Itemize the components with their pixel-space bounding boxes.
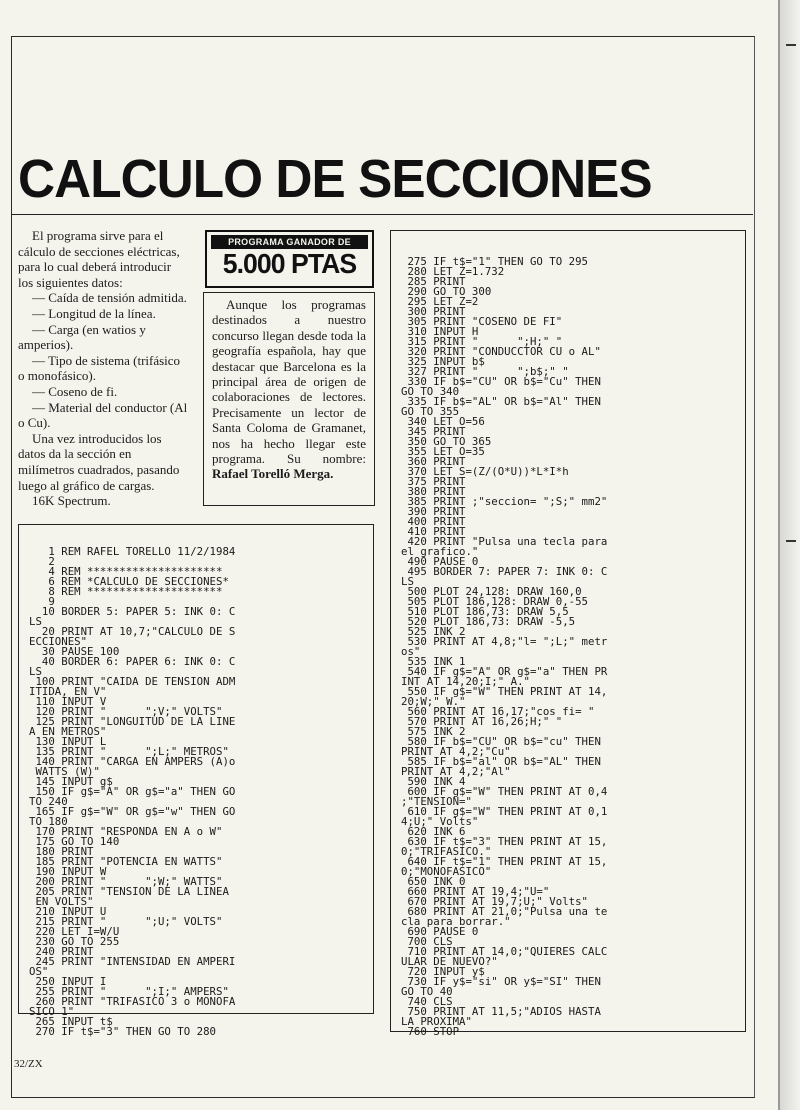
winner-box xyxy=(203,292,375,506)
code-line: 250 INPUT I xyxy=(29,976,107,988)
code-line: 2 xyxy=(29,556,55,568)
code-line: GO TO 340 xyxy=(401,386,460,398)
code-line: 320 PRINT "CONDUCCTOR CU o AL" xyxy=(401,346,601,358)
code-line: GO TO 355 xyxy=(401,406,460,418)
intro-item-carga: — Carga (en watios y amperios). xyxy=(18,321,146,353)
code-line: 6 REM *CALCULO DE SECCIONES* xyxy=(29,576,229,588)
code-line: 215 PRINT " ";U;" VOLTS" xyxy=(29,916,223,928)
code-line: 400 PRINT xyxy=(401,516,466,528)
code-line: ;"TENSION=" xyxy=(401,796,472,808)
code-line: 700 CLS xyxy=(401,936,453,948)
code-line: 590 INK 4 xyxy=(401,776,466,788)
code-line: 9 xyxy=(29,596,55,608)
intro-item-longitud: — Longitud de la línea. xyxy=(32,305,156,321)
code-line: 170 PRINT "RESPONDA EN A o W" xyxy=(29,826,223,838)
code-line: WATTS (W)" xyxy=(29,766,100,778)
code-line: 315 PRINT " ";H;" " xyxy=(401,336,563,348)
code-line: 660 PRINT AT 19,4;"U=" xyxy=(401,886,550,898)
code-line: 580 IF b$="CU" OR b$="cu" THEN xyxy=(401,736,601,748)
code-line: ULAR DE NUEVO?" xyxy=(401,956,498,968)
winner-description: Aunque los programas destinados a nuestro concurso llegan desde toda la geografía española, hay que destacar que Barcelona es la principal área de origen de colaboraciones de lectores. Precisamente un lector de Santa Coloma de Gramanet, nos ha hecho llegar este programa. Su nombre: xyxy=(212,297,366,467)
code-line: 100 PRINT "CAIDA DE TENSION ADM xyxy=(29,676,236,688)
code-line: 270 IF t$="3" THEN GO TO 280 xyxy=(29,1026,216,1038)
code-line: 575 INK 2 xyxy=(401,726,466,738)
code-line: 390 PRINT xyxy=(401,506,466,518)
code-line: GO TO 40 xyxy=(401,986,453,998)
code-line: 20;W;" W." xyxy=(401,696,466,708)
code-line: 327 PRINT " ";b$;" " xyxy=(401,366,569,378)
code-line: 145 INPUT g$ xyxy=(29,776,113,788)
code-line: SICO 1" xyxy=(29,1006,75,1018)
code-line: 8 REM ********************* xyxy=(29,586,223,598)
prize-badge-amount: 5.000 PTAS xyxy=(222,248,357,279)
code-line: 240 PRINT xyxy=(29,946,94,958)
code-line: 335 IF b$="AL" OR b$="Al" THEN xyxy=(401,396,601,408)
code-line: 610 IF g$="W" THEN PRINT AT 0,1 xyxy=(401,806,608,818)
code-line: TO 240 xyxy=(29,796,68,808)
code-line: 0;"TRIFASICO." xyxy=(401,846,492,858)
code-line: 750 PRINT AT 11,5;"ADIOS HASTA xyxy=(401,1006,601,1018)
code-line: 325 INPUT b$ xyxy=(401,356,485,368)
code-line: 210 INPUT U xyxy=(29,906,107,918)
code-line: 585 IF b$="al" OR b$="AL" THEN xyxy=(401,756,601,768)
intro-paragraph-result: Una vez introducidos los datos da la sección en milímetros cuadrados, pasando luego al gráfico de cargas. xyxy=(18,430,180,493)
code-line: ECCIONES" xyxy=(29,636,88,648)
article-title: CALCULO DE SECCIONES xyxy=(18,149,652,209)
code-line: 245 PRINT "INTENSIDAD EN AMPERI xyxy=(29,956,236,968)
prize-badge-caption: PROGRAMA GANADOR DE xyxy=(211,235,368,249)
code-line: 495 BORDER 7: PAPER 7: INK 0: C xyxy=(401,566,608,578)
code-text-left xyxy=(29,547,235,1037)
code-line: ITIDA, EN V" xyxy=(29,686,107,698)
code-line: 290 GO TO 300 xyxy=(401,286,492,298)
code-line: 0;"MONOFASICO" xyxy=(401,866,492,878)
code-line: PRINT AT 4,2;"Cu" xyxy=(401,746,511,758)
code-line: 640 IF t$="1" THEN PRINT AT 15, xyxy=(401,856,608,868)
code-line: 510 PLOT 186,73: DRAW 5,5 xyxy=(401,606,569,618)
code-line: 130 INPUT L xyxy=(29,736,107,748)
code-line: 205 PRINT "TENSION DE LA LINEA xyxy=(29,886,229,898)
code-listing-right xyxy=(390,230,746,1038)
code-line: 10 BORDER 5: PAPER 5: INK 0: C xyxy=(29,606,236,618)
code-line: 300 PRINT xyxy=(401,306,466,318)
code-line: 330 IF b$="CU" OR b$="Cu" THEN xyxy=(401,376,601,388)
code-line: os" xyxy=(401,646,421,658)
code-line: 165 IF g$="W" OR g$="w" THEN GO xyxy=(29,806,236,818)
code-line: 410 PRINT xyxy=(401,526,466,538)
code-line: 110 INPUT V xyxy=(29,696,107,708)
title-rule xyxy=(11,214,753,215)
code-line: 275 IF t$="1" THEN GO TO 295 xyxy=(401,256,588,268)
code-line: 265 INPUT t$ xyxy=(29,1016,113,1028)
code-line: INT AT 14,20;I;" A." xyxy=(401,676,530,688)
code-line: 385 PRINT ;"seccion= ";S;" mm2" xyxy=(401,496,608,508)
code-line: el grafico." xyxy=(401,546,479,558)
prize-badge xyxy=(205,230,374,288)
code-line: 40 BORDER 6: PAPER 6: INK 0: C xyxy=(29,656,236,668)
intro-item-sistema: — Tipo de sistema (trifásico o monofásico). xyxy=(18,352,181,384)
code-line: 4 REM ********************* xyxy=(29,566,223,578)
edge-mark xyxy=(786,44,796,46)
code-line: LA PROXIMA" xyxy=(401,1016,472,1028)
code-line: 190 INPUT W xyxy=(29,866,107,878)
code-line: 185 PRINT "POTENCIA EN WATTS" xyxy=(29,856,223,868)
code-line: 230 GO TO 255 xyxy=(29,936,120,948)
code-listing-left xyxy=(18,524,374,1038)
code-line: 650 INK 0 xyxy=(401,876,466,888)
code-line: LS xyxy=(29,616,42,628)
code-line: 540 IF g$="A" OR g$="a" THEN PR xyxy=(401,666,608,678)
winner-author: Rafael Torelló Merga. xyxy=(212,466,334,482)
code-line: cla para borrar." xyxy=(401,916,511,928)
code-line: 490 PAUSE 0 xyxy=(401,556,479,568)
code-line: 550 IF g$="W" THEN PRINT AT 14, xyxy=(401,686,608,698)
code-line: 505 PLOT 186,128: DRAW 0,-55 xyxy=(401,596,588,608)
code-line: 420 PRINT "Pulsa una tecla para xyxy=(401,536,608,548)
code-line: 255 PRINT " ";I;" AMPERS" xyxy=(29,986,229,998)
code-line: 30 PAUSE 100 xyxy=(29,646,120,658)
next-page-edge xyxy=(780,0,800,1110)
code-line: TO 180 xyxy=(29,816,68,828)
page-number: 32/ZX xyxy=(14,1058,43,1070)
code-line: 570 PRINT AT 16,26;H;" " xyxy=(401,716,563,728)
code-line: LS xyxy=(29,666,42,678)
code-line: 500 PLOT 24,128: DRAW 160,0 xyxy=(401,586,582,598)
code-line: EN VOLTS" xyxy=(29,896,94,908)
code-line: 730 IF y$="si" OR y$="SI" THEN xyxy=(401,976,601,988)
code-line: 560 PRINT AT 16,17;"cos fi= " xyxy=(401,706,595,718)
code-line: 530 PRINT AT 4,8;"l= ";L;" metr xyxy=(401,636,608,648)
code-line: 120 PRINT " ";V;" VOLTS" xyxy=(29,706,223,718)
code-line: 285 PRINT xyxy=(401,276,466,288)
code-line: 180 PRINT xyxy=(29,846,94,858)
winner-text xyxy=(204,293,374,486)
code-line: 4;U;" Volts" xyxy=(401,816,479,828)
code-line: 340 LET O=56 xyxy=(401,416,485,428)
code-line: 135 PRINT " ";L;" METROS" xyxy=(29,746,229,758)
code-line: 710 PRINT AT 14,0;"QUIERES CALC xyxy=(401,946,608,958)
code-line: 525 INK 2 xyxy=(401,626,466,638)
intro-text xyxy=(18,228,188,509)
code-line: 535 INK 1 xyxy=(401,656,466,668)
code-line: 140 PRINT "CARGA EN AMPERS (A)o xyxy=(29,756,236,768)
code-text-right xyxy=(401,257,607,1037)
code-line: A EN METROS" xyxy=(29,726,107,738)
intro-paragraph: El programa sirve para el cálculo de secciones eléctricas, para lo cual deberá introducir los siguientes datos: xyxy=(18,228,180,290)
code-line: 305 PRINT "COSENO DE FI" xyxy=(401,316,563,328)
code-line: 690 PAUSE 0 xyxy=(401,926,479,938)
code-line: 1 REM RAFEL TORELLO 11/2/1984 xyxy=(29,546,236,558)
intro-item-material: — Material del conductor (Al o Cu). xyxy=(18,399,188,431)
intro-item-caida: — Caída de tensión admitida. xyxy=(32,290,187,306)
code-line: 175 GO TO 140 xyxy=(29,836,120,848)
code-line: 600 IF g$="W" THEN PRINT AT 0,4 xyxy=(401,786,608,798)
code-line: 370 LET S=(Z/(O*U))*L*I*h xyxy=(401,466,569,478)
code-line: 760 STOP xyxy=(401,1026,460,1038)
code-line: 720 INPUT y$ xyxy=(401,966,485,978)
intro-platform: 16K Spectrum. xyxy=(32,493,111,509)
code-line: 350 GO TO 365 xyxy=(401,436,492,448)
intro-item-coseno: — Coseno de fi. xyxy=(32,383,118,399)
code-line: 670 PRINT AT 19,7;U;" Volts" xyxy=(401,896,588,908)
code-line: 200 PRINT " ";W;" WATTS" xyxy=(29,876,223,888)
code-line: PRINT AT 4,2;"Al" xyxy=(401,766,511,778)
code-line: 280 LET Z=1.732 xyxy=(401,266,505,278)
code-line: 150 IF g$="A" OR g$="a" THEN GO xyxy=(29,786,236,798)
code-line: 125 PRINT "LONGUITUD DE LA LINE xyxy=(29,716,236,728)
code-line: OS" xyxy=(29,966,49,978)
code-line: 345 PRINT xyxy=(401,426,466,438)
code-line: 20 PRINT AT 10,7;"CALCULO DE S xyxy=(29,626,236,638)
code-line: 620 INK 6 xyxy=(401,826,466,838)
code-line: 375 PRINT xyxy=(401,476,466,488)
code-line: 295 LET Z=2 xyxy=(401,296,479,308)
code-line: 380 PRINT xyxy=(401,486,466,498)
code-line: 220 LET I=W/U xyxy=(29,926,120,938)
code-line: 740 CLS xyxy=(401,996,453,1008)
code-line: 360 PRINT xyxy=(401,456,466,468)
code-line: 680 PRINT AT 21,0;"Pulsa una te xyxy=(401,906,608,918)
code-line: 630 IF t$="3" THEN PRINT AT 15, xyxy=(401,836,608,848)
code-line: 310 INPUT H xyxy=(401,326,479,338)
edge-mark xyxy=(786,540,796,542)
code-line: 520 PLOT 186,73: DRAW -5,5 xyxy=(401,616,576,628)
code-line: 260 PRINT "TRIFASICO 3 o MONOFA xyxy=(29,996,236,1008)
code-line: LS xyxy=(401,576,414,588)
code-line: 355 LET O=35 xyxy=(401,446,485,458)
